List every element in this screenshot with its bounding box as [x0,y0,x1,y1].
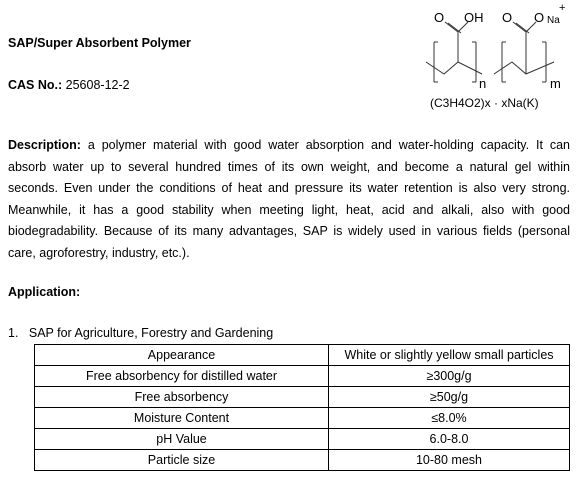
cas-number [8,78,130,92]
charge-plus: + [559,2,566,14]
item-number: 1. [8,326,19,340]
table-cell: 6.0-8.0 [329,429,570,450]
table-row [35,366,570,387]
item-title: SAP for Agriculture, Forestry and Gardening [28,326,274,340]
description-label: Description: [8,138,81,152]
table-cell: ≥50g/g [329,387,570,408]
table-row [35,345,570,366]
table-cell: 10-80 mesh [329,450,570,471]
table-cell: Appearance [35,345,329,366]
cas-value: 25608-12-2 [65,78,130,92]
table-row [35,450,570,471]
atom-o-minus: O [534,10,545,25]
atom-oh: OH [464,10,484,25]
application-item [8,326,273,340]
spec-table [34,344,570,471]
application-heading: Application: [8,285,81,299]
description-text: a polymer material with good water absorption and water-holding capacity. It can absorb water up to several hundred times of its own weight, and become a natural gel within seconds. Even under the conditions of heat and pressure its water retention is also very strong. Meanwhile, it has a good stability when meeting light, heat, acid and alkali, also with good biodegradability. Because of its many advantages, SAP is widely used in various fields (personal care, agroforestry, industry, etc.). [8,138,570,260]
subscript-m: m [550,76,561,91]
atom-na: Na [547,15,560,26]
table-cell: Moisture Content [35,408,329,429]
table-row [35,408,570,429]
table-cell: Particle size [35,450,329,471]
table-cell: ≤8.0% [329,408,570,429]
product-title: SAP/Super Absorbent Polymer [8,36,191,50]
table-cell: Free absorbency [35,387,329,408]
subscript-n: n [479,76,487,91]
molecular-formula: (C3H4O2)x · xNa(K) [430,96,539,110]
table-cell: Free absorbency for distilled water [35,366,329,387]
table-row [35,387,570,408]
table-cell: pH Value [35,429,329,450]
chemical-structure-diagram [420,0,578,96]
cas-label: CAS No.: [8,78,63,92]
atom-o-left: O [434,10,445,25]
table-cell: White or slightly yellow small particles [329,345,570,366]
atom-o-mid: O [502,10,513,25]
description-paragraph [8,135,570,264]
table-cell: ≥300g/g [329,366,570,387]
table-row [35,429,570,450]
